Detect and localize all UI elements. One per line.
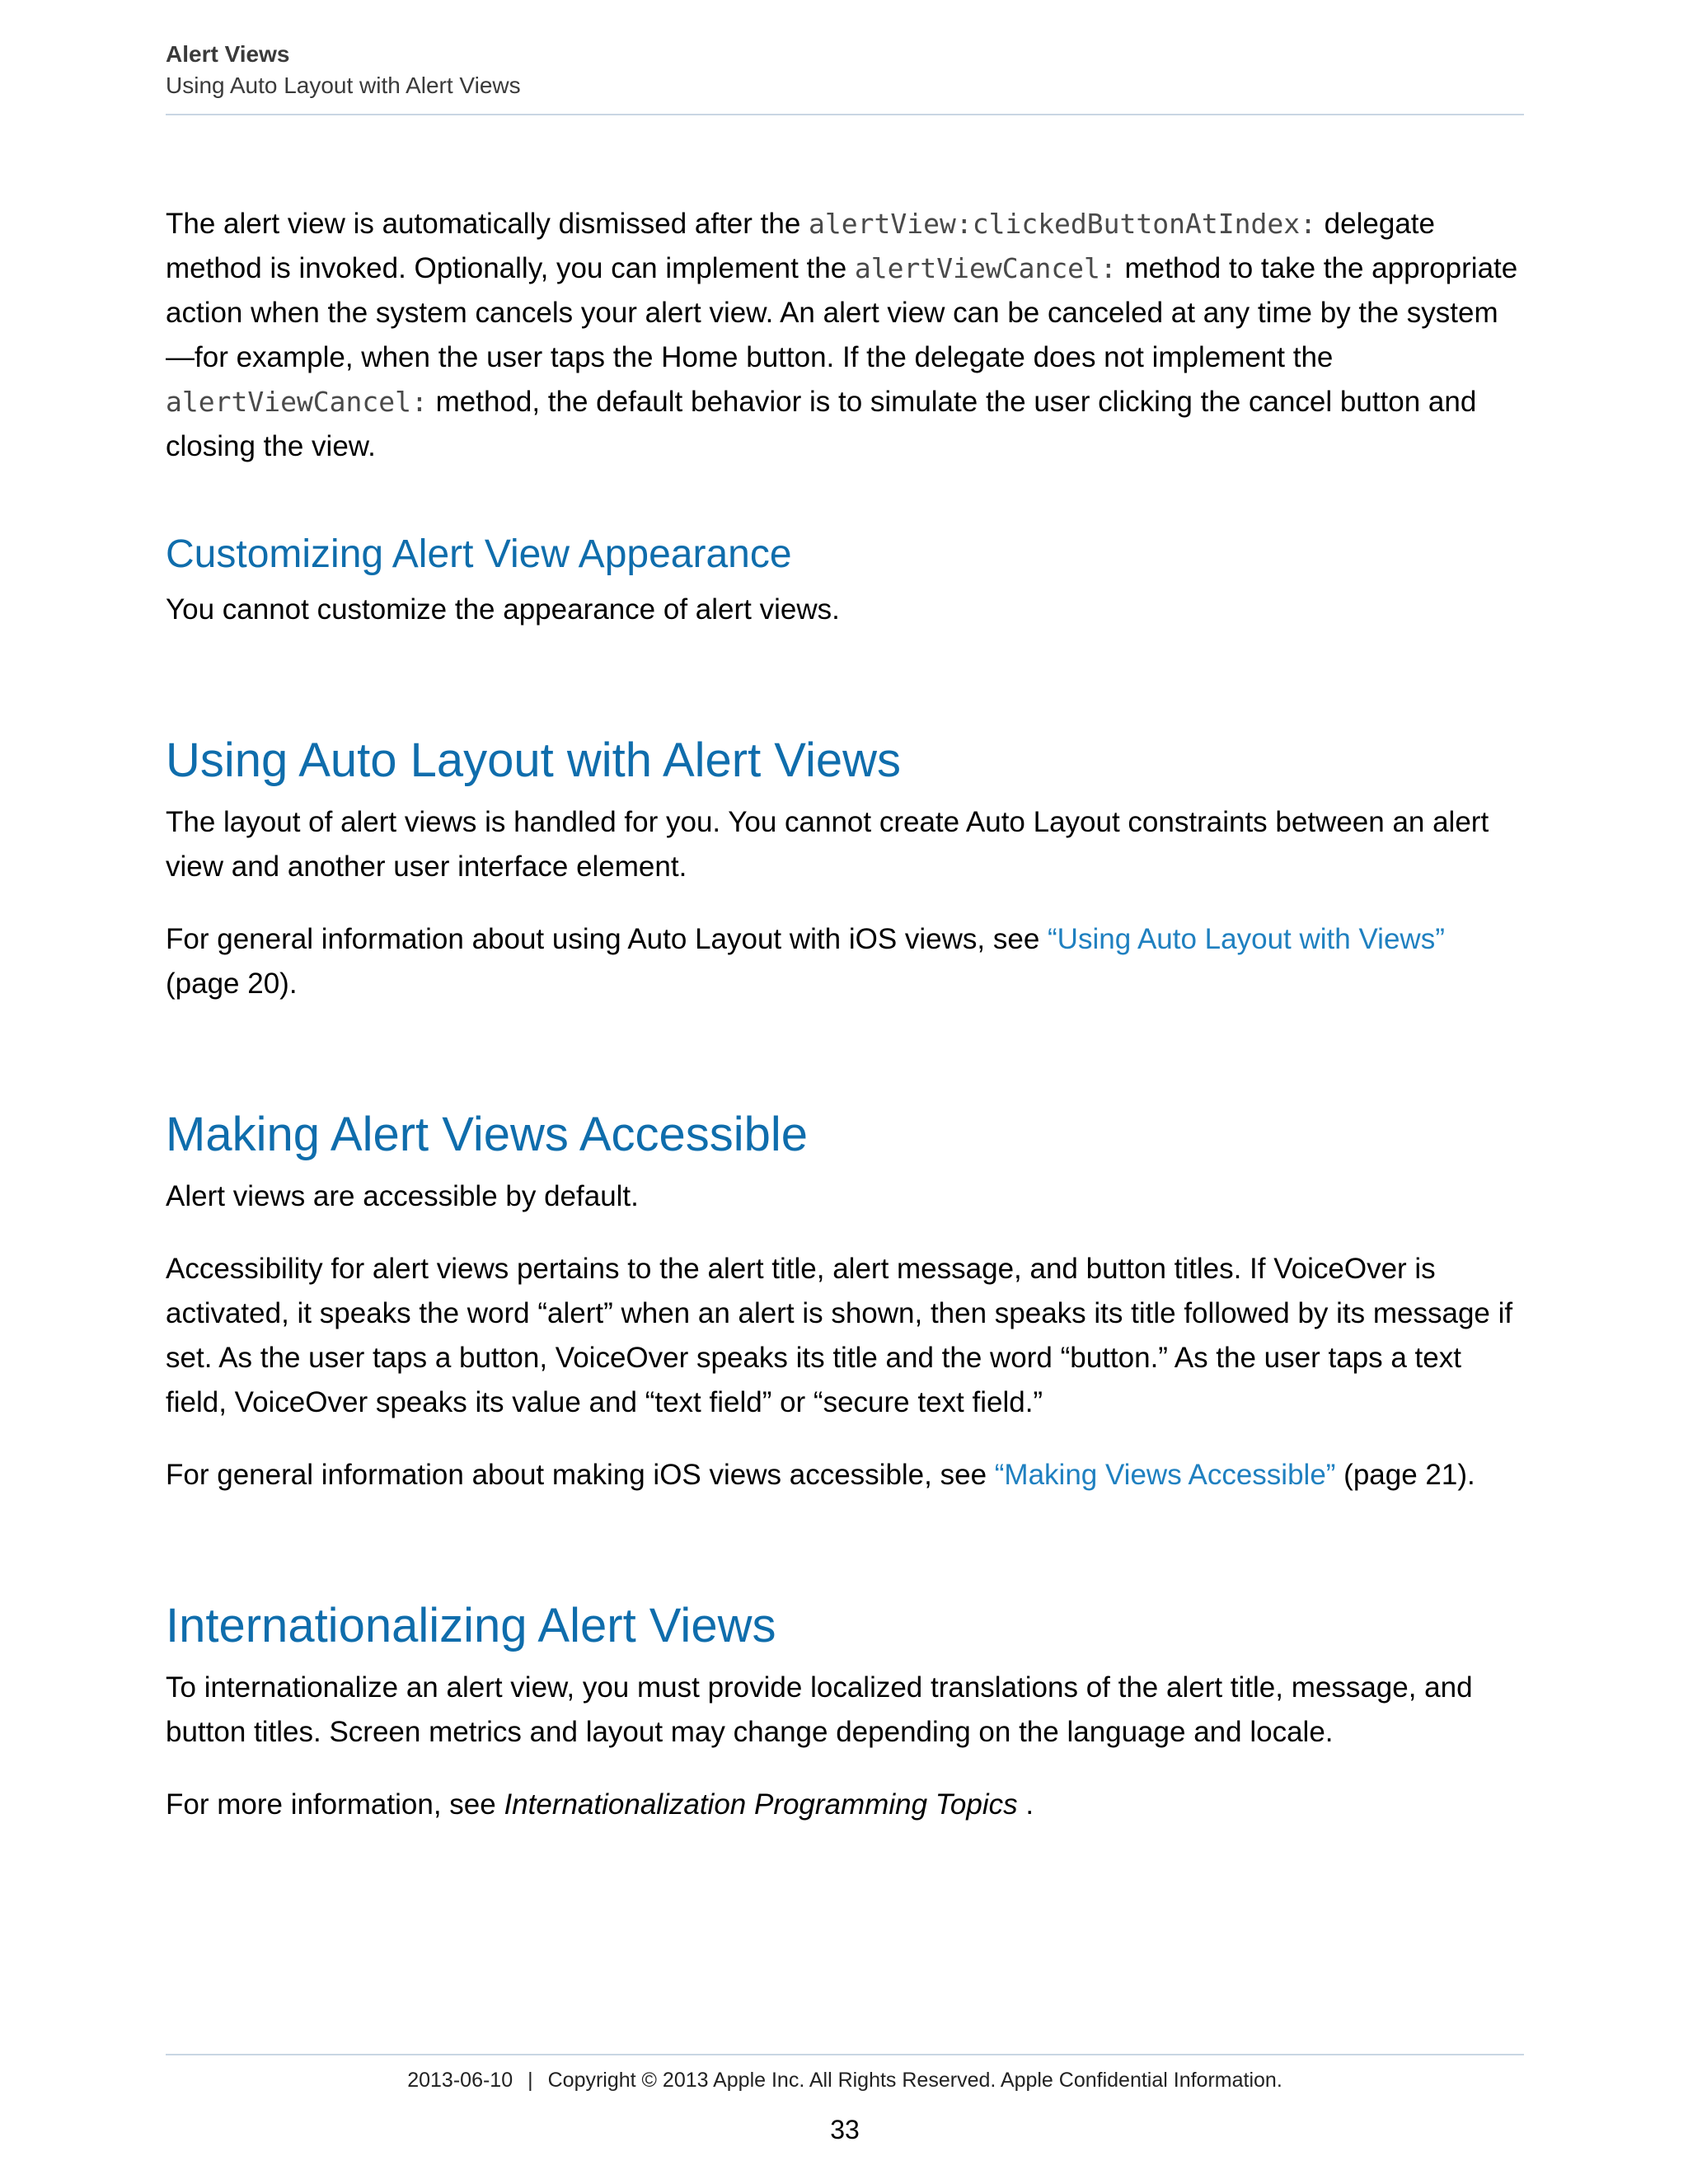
link-making-views-accessible[interactable]: “Making Views Accessible” bbox=[994, 1459, 1336, 1491]
auto-layout-text-2: (page 20). bbox=[166, 968, 298, 1000]
accessible-paragraph-2: Accessibility for alert views pertains to the alert title, alert message, and button titles. If VoiceOver is activated, it speaks the word “alert” when an alert is shown, then speaks its title followed by its message if set. As the user taps a button, VoiceOver speaks its title and the word “button.” As the user taps a text field, VoiceOver speaks its value and “text field” or “secure text field.” bbox=[166, 1253, 1513, 1418]
footer-copyright: Copyright © 2013 Apple Inc. All Rights Reserved. Apple Confidential Information. bbox=[547, 2069, 1282, 2092]
code-alert-view-cancel: alertViewCancel: bbox=[854, 252, 1117, 284]
footer-separator: | bbox=[528, 2069, 533, 2092]
customizing-paragraph: You cannot customize the appearance of alert views. bbox=[166, 593, 840, 626]
auto-layout-paragraph-1: The layout of alert views is handled for you. You cannot create Auto Layout constraints between an alert view and another user interface element. bbox=[166, 806, 1489, 883]
page-number: 33 bbox=[830, 2115, 860, 2144]
header-chapter-title: Alert Views bbox=[166, 41, 290, 67]
accessible-text-1: For general information about making iOS views accessible, see bbox=[166, 1459, 995, 1491]
main-content bbox=[166, 202, 1524, 1855]
heading-customizing-appearance: Customizing Alert View Appearance bbox=[166, 532, 792, 576]
header-divider bbox=[166, 114, 1524, 115]
intro-text-4: method, the default behavior is to simulate the user clicking the cancel button and closing the view. bbox=[166, 386, 1477, 462]
auto-layout-text-1: For general information about using Auto Layout with iOS views, see bbox=[166, 923, 1048, 955]
footer bbox=[166, 2065, 1524, 2095]
i18n-paragraph-2 bbox=[166, 1783, 1524, 1827]
i18n-paragraph-1: To internationalize an alert view, you must provide localized translations of the alert title, message, and button titles. Screen metrics and layout may change depending on the language and locale. bbox=[166, 1671, 1473, 1748]
auto-layout-paragraph-2 bbox=[166, 917, 1524, 1006]
header-section-title: Using Auto Layout with Alert Views bbox=[166, 73, 521, 98]
running-header bbox=[166, 40, 1524, 102]
heading-auto-layout: Using Auto Layout with Alert Views bbox=[166, 733, 901, 787]
i18n-text-2: . bbox=[1017, 1788, 1034, 1821]
book-title-internationalization: Internationalization Programming Topics bbox=[504, 1788, 1018, 1821]
link-using-auto-layout-with-views[interactable]: “Using Auto Layout with Views” bbox=[1048, 923, 1445, 955]
intro-text-2: delegate method is invoked. Optionally, you can implement the bbox=[166, 208, 1435, 284]
intro-text-1: The alert view is automatically dismissed after the bbox=[166, 208, 809, 240]
i18n-text-1: For more information, see bbox=[166, 1788, 504, 1821]
intro-paragraph bbox=[166, 202, 1524, 469]
intro-text-3: method to take the appropriate action when the system cancels your alert view. An alert view can be canceled at any time by the system—for example, when the user taps the Home button. If the delegate does not implement the bbox=[166, 252, 1518, 373]
accessible-paragraph-1: Alert views are accessible by default. bbox=[166, 1180, 639, 1212]
heading-accessible: Making Alert Views Accessible bbox=[166, 1108, 809, 1161]
footer-divider bbox=[166, 2054, 1524, 2055]
accessible-paragraph-3 bbox=[166, 1453, 1524, 1497]
code-alert-view-cancel-2: alertViewCancel: bbox=[166, 386, 428, 418]
footer-date: 2013-06-10 bbox=[407, 2069, 513, 2092]
code-clicked-button-at-index: alertView:clickedButtonAtIndex: bbox=[809, 208, 1316, 240]
heading-internationalizing: Internationalizing Alert Views bbox=[166, 1599, 776, 1652]
accessible-text-2: (page 21). bbox=[1335, 1459, 1475, 1491]
